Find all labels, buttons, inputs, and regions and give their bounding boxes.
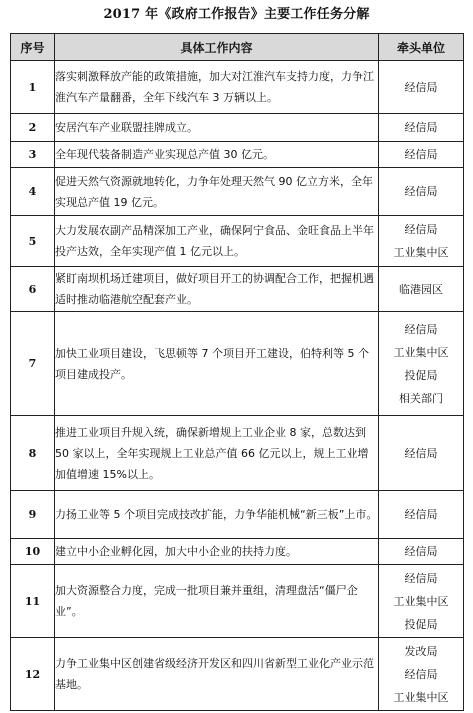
lead-unit: 经信局 bbox=[404, 223, 438, 236]
row-unit bbox=[379, 61, 464, 114]
table-row bbox=[11, 142, 464, 168]
lead-unit: 经信局 bbox=[404, 446, 438, 460]
lead-unit: 相关部门 bbox=[399, 391, 443, 405]
task-table bbox=[10, 33, 464, 711]
table-row bbox=[11, 539, 464, 565]
row-unit bbox=[379, 267, 464, 312]
row-number: 1 bbox=[11, 61, 55, 114]
table-row bbox=[11, 312, 464, 416]
row-unit bbox=[379, 142, 464, 168]
lead-unit: 工业集中区 bbox=[393, 594, 449, 608]
table-row bbox=[11, 565, 464, 638]
row-number: 11 bbox=[11, 565, 55, 638]
row-content: 力争工业集中区创建省级经济开发区和四川省新型工业化产业示范基地。 bbox=[55, 638, 379, 711]
lead-unit: 工业集中区 bbox=[393, 246, 449, 259]
lead-unit: 经信局 bbox=[404, 571, 438, 585]
row-unit bbox=[379, 168, 464, 216]
row-content: 力扬工业等 5 个项目完成技改扩能，力争华能机械“新三板”上市。 bbox=[55, 491, 379, 539]
row-content: 加快工业项目建设，飞思顿等 7 个项目开工建设，伯特利等 5 个项目建成投产。 bbox=[55, 312, 379, 416]
table-header-row bbox=[11, 34, 464, 61]
row-number: 7 bbox=[11, 312, 55, 416]
header-unit: 牵头单位 bbox=[379, 34, 464, 61]
row-number: 8 bbox=[11, 416, 55, 491]
row-content: 安居汽车产业联盟挂牌成立。 bbox=[55, 114, 379, 142]
lead-unit: 经信局 bbox=[404, 667, 438, 681]
table-row bbox=[11, 416, 464, 491]
lead-unit: 临港园区 bbox=[399, 282, 443, 296]
lead-unit: 经信局 bbox=[404, 148, 438, 161]
lead-unit: 经信局 bbox=[404, 545, 438, 558]
row-number: 6 bbox=[11, 267, 55, 312]
row-content: 全年现代装备制造产业实现总产值 30 亿元。 bbox=[55, 142, 379, 168]
lead-unit: 工业集中区 bbox=[393, 690, 449, 704]
row-number: 10 bbox=[11, 539, 55, 565]
row-content: 促进天然气资源就地转化，力争年处理天然气 90 亿立方米，全年实现总产值 19 亿元。 bbox=[55, 168, 379, 216]
row-number: 2 bbox=[11, 114, 55, 142]
row-number: 4 bbox=[11, 168, 55, 216]
lead-unit: 经信局 bbox=[404, 185, 438, 198]
lead-unit: 投促局 bbox=[404, 617, 438, 631]
header-no: 序号 bbox=[11, 34, 55, 61]
row-content: 紧盯南坝机场迁建项目，做好项目开工的协调配合工作，把握机遇适时推动临港航空配套产业。 bbox=[55, 267, 379, 312]
row-content: 推进工业项目升规入统，确保新增规上工业企业 8 家，总数达到 50 家以上，全年实现规上工业总产值 66 亿元以上，规上工业增加值增速 15%以上。 bbox=[55, 416, 379, 491]
lead-unit: 经信局 bbox=[404, 80, 438, 94]
row-number: 5 bbox=[11, 216, 55, 267]
row-unit bbox=[379, 216, 464, 267]
table-row bbox=[11, 216, 464, 267]
row-unit bbox=[379, 539, 464, 565]
table-row bbox=[11, 638, 464, 711]
table-row bbox=[11, 61, 464, 114]
lead-unit: 经信局 bbox=[404, 121, 438, 134]
row-unit bbox=[379, 638, 464, 711]
row-content: 建立中小企业孵化园，加大中小企业的扶持力度。 bbox=[55, 539, 379, 565]
header-content: 具体工作内容 bbox=[55, 34, 379, 61]
row-number: 3 bbox=[11, 142, 55, 168]
row-content: 落实刺激释放产能的政策措施，加大对江淮汽车支持力度，力争江淮汽车产量翻番，全年下线汽车 3 万辆以上。 bbox=[55, 61, 379, 114]
table-row bbox=[11, 491, 464, 539]
lead-unit: 经信局 bbox=[404, 508, 438, 521]
table-row bbox=[11, 168, 464, 216]
lead-unit: 发改局 bbox=[404, 644, 438, 658]
row-content: 大力发展农副产品精深加工产业，确保阿宁食品、金旺食品上半年投产达效，全年实现产值 1 亿元以上。 bbox=[55, 216, 379, 267]
lead-unit: 投促局 bbox=[404, 368, 438, 382]
page-title: 2017 年《政府工作报告》主要工作任务分解 bbox=[103, 7, 370, 22]
row-unit bbox=[379, 565, 464, 638]
row-content: 加大资源整合力度，完成一批项目兼并重组，清理盘活“僵尸企业”。 bbox=[55, 565, 379, 638]
row-number: 9 bbox=[11, 491, 55, 539]
lead-unit: 经信局 bbox=[404, 322, 438, 336]
row-unit bbox=[379, 491, 464, 539]
row-unit bbox=[379, 416, 464, 491]
table-row bbox=[11, 267, 464, 312]
row-unit bbox=[379, 312, 464, 416]
table-row bbox=[11, 114, 464, 142]
row-unit bbox=[379, 114, 464, 142]
lead-unit: 工业集中区 bbox=[393, 345, 449, 359]
row-number: 12 bbox=[11, 638, 55, 711]
